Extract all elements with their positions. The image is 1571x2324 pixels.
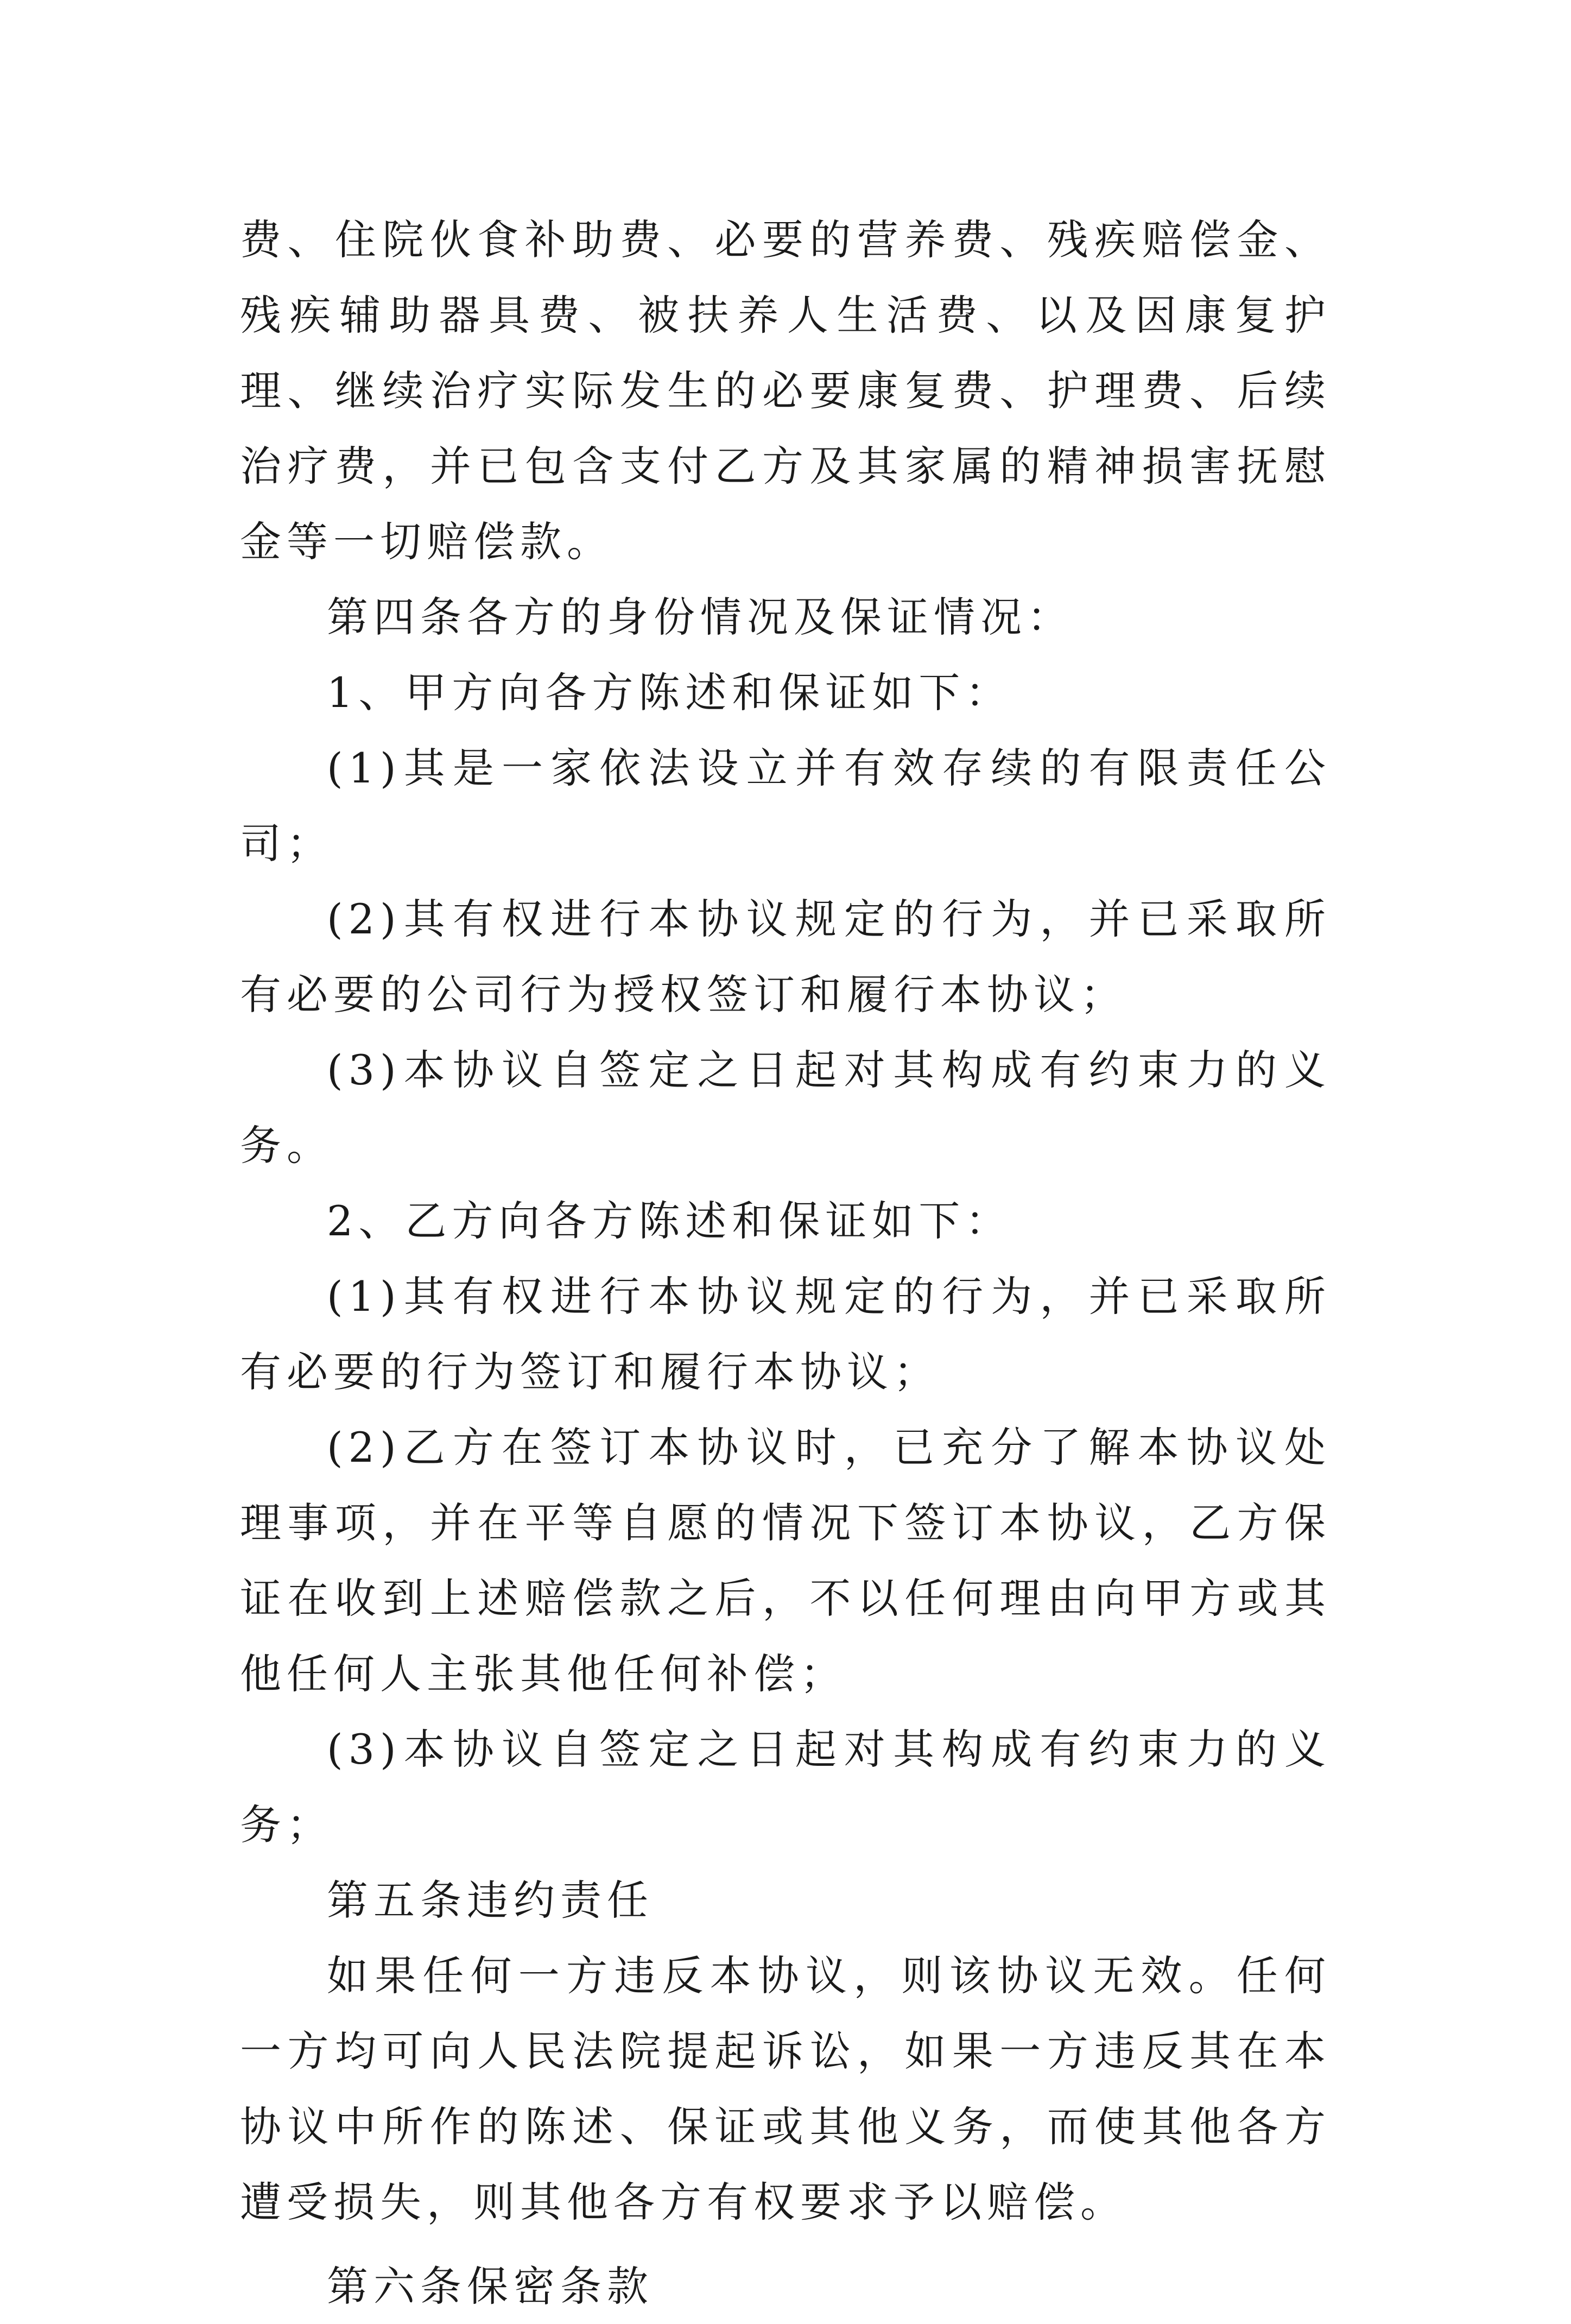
document-body xyxy=(240,202,1331,2324)
party-b-clause-2: (2)乙方在签订本协议时，已充分了解本协议处理事项，并在平等自愿的情况下签订本协议，乙方保证在收到上述赔偿款之后，不以任何理由向甲方或其他任何人主张其他任何补偿； xyxy=(240,1423,1331,1698)
party-a-representations: 1、甲方向各方陈述和保证如下： xyxy=(327,668,1012,717)
article-4-heading: 第四条各方的身份情况及保证情况： xyxy=(327,593,1074,641)
party-b-clause-1: (1)其有权进行本协议规定的行为，并已采取所有必要的行为签订和履行本协议； xyxy=(240,1272,1331,1396)
article-6-heading: 第六条保密条款 xyxy=(327,2262,654,2310)
party-a-clause-3: (3)本协议自签定之日起对其构成有约束力的义务。 xyxy=(240,1046,1331,1170)
party-b-representations: 2、乙方向各方陈述和保证如下： xyxy=(327,1197,1012,1245)
party-a-clause-1: (1)其是一家依法设立并有效存续的有限责任公司； xyxy=(240,744,1331,868)
article-5-heading: 第五条违约责任 xyxy=(327,1876,654,1924)
breach-liability-text: 如果任何一方违反本协议，则该协议无效。任何一方均可向人民法院提起诉讼，如果一方违反其在本协议中所作的陈述、保证或其他义务，而使其他各方遭受损失，则其他各方有权要求予以赔偿。 xyxy=(240,1952,1331,2226)
party-b-clause-3: (3)本协议自签定之日起对其构成有约束力的义务； xyxy=(240,1725,1331,1849)
party-a-clause-2: (2)其有权进行本协议规定的行为，并已采取所有必要的公司行为授权签订和履行本协议； xyxy=(240,895,1331,1019)
paragraph-compensation-items: 费、住院伙食补助费、必要的营养费、残疾赔偿金、残疾辅助器具费、被扶养人生活费、以及因康复护理、继续治疗实际发生的必要康复费、护理费、后续治疗费，并已包含支付乙方及其家属的精神损害抚慰金等一切赔偿款。 xyxy=(240,216,1331,566)
